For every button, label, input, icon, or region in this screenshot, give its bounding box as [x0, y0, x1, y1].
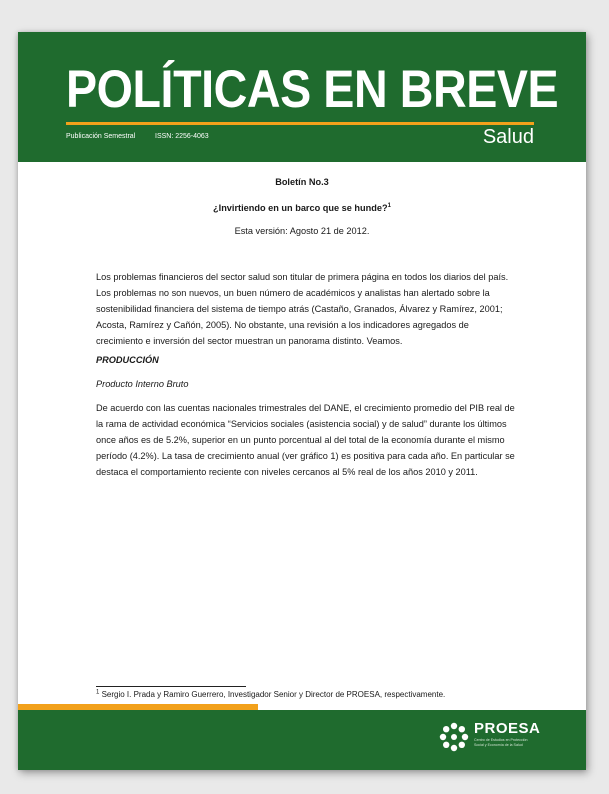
header-divider — [66, 122, 534, 125]
footnote — [96, 690, 445, 699]
version-date: Esta versión: Agosto 21 de 2012. — [234, 226, 370, 236]
flower-icon — [439, 722, 469, 752]
section-heading: PRODUCCIÓN — [96, 355, 159, 365]
article-title — [18, 200, 586, 216]
footnote-text: Sergio I. Prada y Ramiro Guerrero, Investigador Senior y Director de PROESA, respectivamente. — [99, 690, 446, 699]
masthead-title: POLÍTICAS EN BREVE — [66, 60, 559, 119]
publication-label: Publicación Semestral — [66, 133, 136, 140]
intro-paragraph: Los problemas financieros del sector salud son titular de primera página en todos los diarios del país. Los problemas no son nuevos, un buen número de académicos y analistas han alertado sobre la sostenibilidad financiera del sistema de tiempo atrás (Castaño, Granados, Álvarez y Ramírez, 2001; Acosta, Ramírez y Cañón, 2005). No obstante, una revisión a los indicadores agregados de crecimiento e inversión del sector muestran un panorama distinto. Veamos. — [96, 272, 509, 346]
bulletin-number: Boletín No.3 — [275, 177, 329, 187]
article-title-text: ¿Invirtiendo en un barco que se hunde? — [213, 203, 388, 213]
proesa-logo-subtitle: Centro de Estudios en Protección Social y Economía de la Salud — [474, 738, 528, 747]
masthead-subtitle: Salud — [482, 126, 534, 148]
footnote-divider — [96, 686, 246, 687]
body-paragraph: De acuerdo con las cuentas nacionales trimestrales del DANE, el crecimiento promedio del PIB real de la rama de actividad económica “Servicios sociales (asistencia social) y de salud” durante los últimos once años es de 5.2%, superior en un punto porcentual al del total de la economía durante el mismo período (4.2%). La tasa de crecimiento anual (ver gráfico 1) es positiva para cada año. En particular se destaca el comportamiento reciente con niveles cercanos al 5% real de los años 2010 y 2011. — [96, 403, 515, 477]
document-page — [18, 32, 586, 770]
subsection-heading: Producto Interno Bruto — [96, 379, 189, 389]
proesa-logo-text: PROESA — [474, 720, 541, 737]
title-footnote-mark: 1 — [387, 202, 391, 209]
header-banner — [18, 32, 586, 162]
footnote-mark: 1 — [96, 689, 100, 696]
issn-label: ISSN: 2256-4063 — [155, 133, 209, 140]
